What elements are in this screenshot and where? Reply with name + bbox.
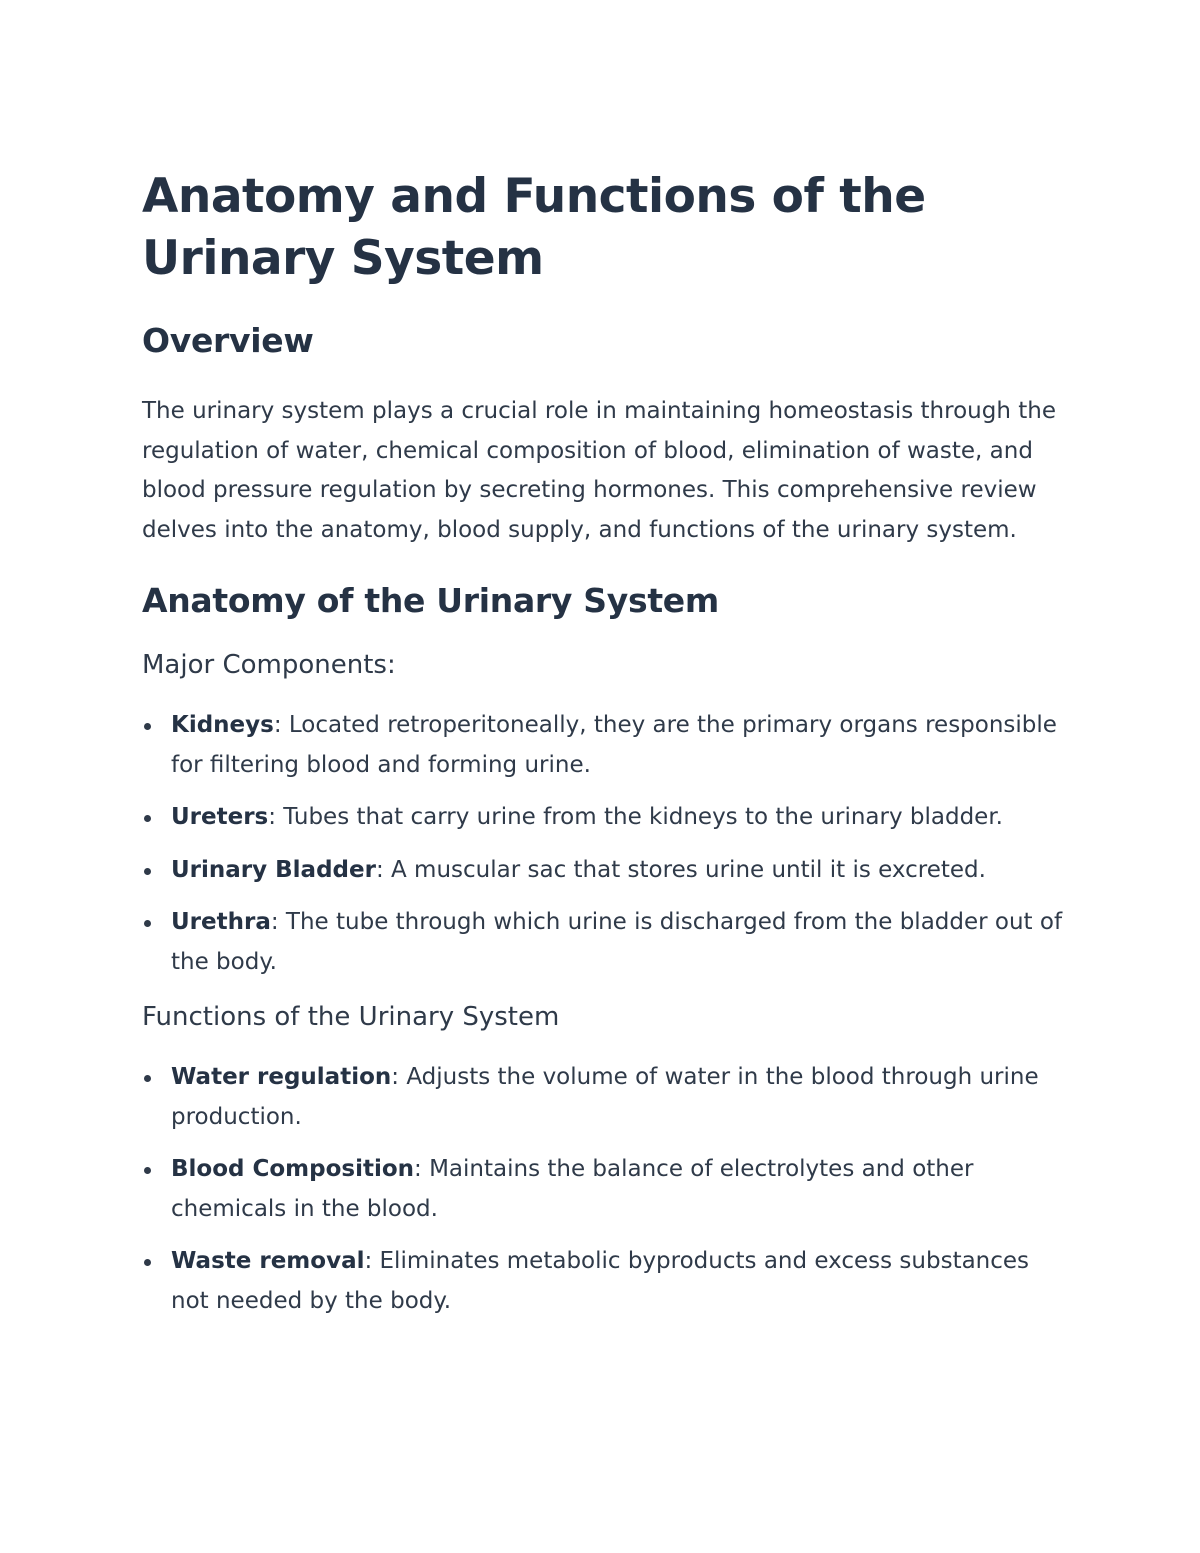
- list-item: [142, 851, 1072, 891]
- item-term: Ureters: [171, 804, 269, 830]
- item-term: Blood Composition: [171, 1156, 415, 1182]
- document-title: Anatomy and Functions of the Urinary System: [142, 169, 926, 286]
- item-term: Urinary Bladder: [171, 856, 376, 883]
- item-description: : Located retroperitoneally, they are the primary organs responsible for filtering blood and forming urine.: [171, 712, 1057, 778]
- list-item: [142, 1150, 1072, 1229]
- functions-heading: Functions of the Urinary System: [142, 1002, 560, 1032]
- item-description: : The tube through which urine is discharged from the bladder out of the body.: [171, 909, 1063, 975]
- list-item: [142, 903, 1072, 982]
- anatomy-heading: Anatomy of the Urinary System: [142, 581, 719, 620]
- overview-heading: Overview: [142, 321, 314, 360]
- list-item: [142, 798, 1072, 838]
- components-list: [142, 706, 1072, 982]
- item-description: : Tubes that carry urine from the kidneys to the urinary bladder.: [268, 804, 1003, 830]
- item-description: : A muscular sac that stores urine until it is excreted.: [375, 856, 986, 883]
- item-term: Kidneys: [171, 712, 274, 738]
- overview-paragraph: The urinary system plays a crucial role in maintaining homeostasis through the regulation of water, chemical composition of blood, elimination of waste, and blood pressure regulation by secreting hormones. This comprehensive review delves into the anatomy, blood supply, and functions of the urinary system.: [142, 398, 1056, 543]
- major-components-heading: Major Components:: [142, 650, 396, 680]
- list-item: [142, 1058, 1072, 1137]
- list-item: [142, 1242, 1072, 1321]
- document-page: [142, 166, 1072, 1334]
- functions-list: [142, 1058, 1072, 1321]
- item-term: Water regulation: [171, 1064, 392, 1090]
- item-description: : Adjusts the volume of water in the blood through urine production.: [171, 1064, 1039, 1130]
- item-term: Waste removal: [171, 1248, 365, 1274]
- list-item: [142, 706, 1072, 785]
- item-description: : Maintains the balance of electrolytes and other chemicals in the blood.: [171, 1156, 974, 1222]
- item-description: : Eliminates metabolic byproducts and excess substances not needed by the body.: [171, 1248, 1030, 1314]
- item-term: Urethra: [171, 909, 271, 935]
